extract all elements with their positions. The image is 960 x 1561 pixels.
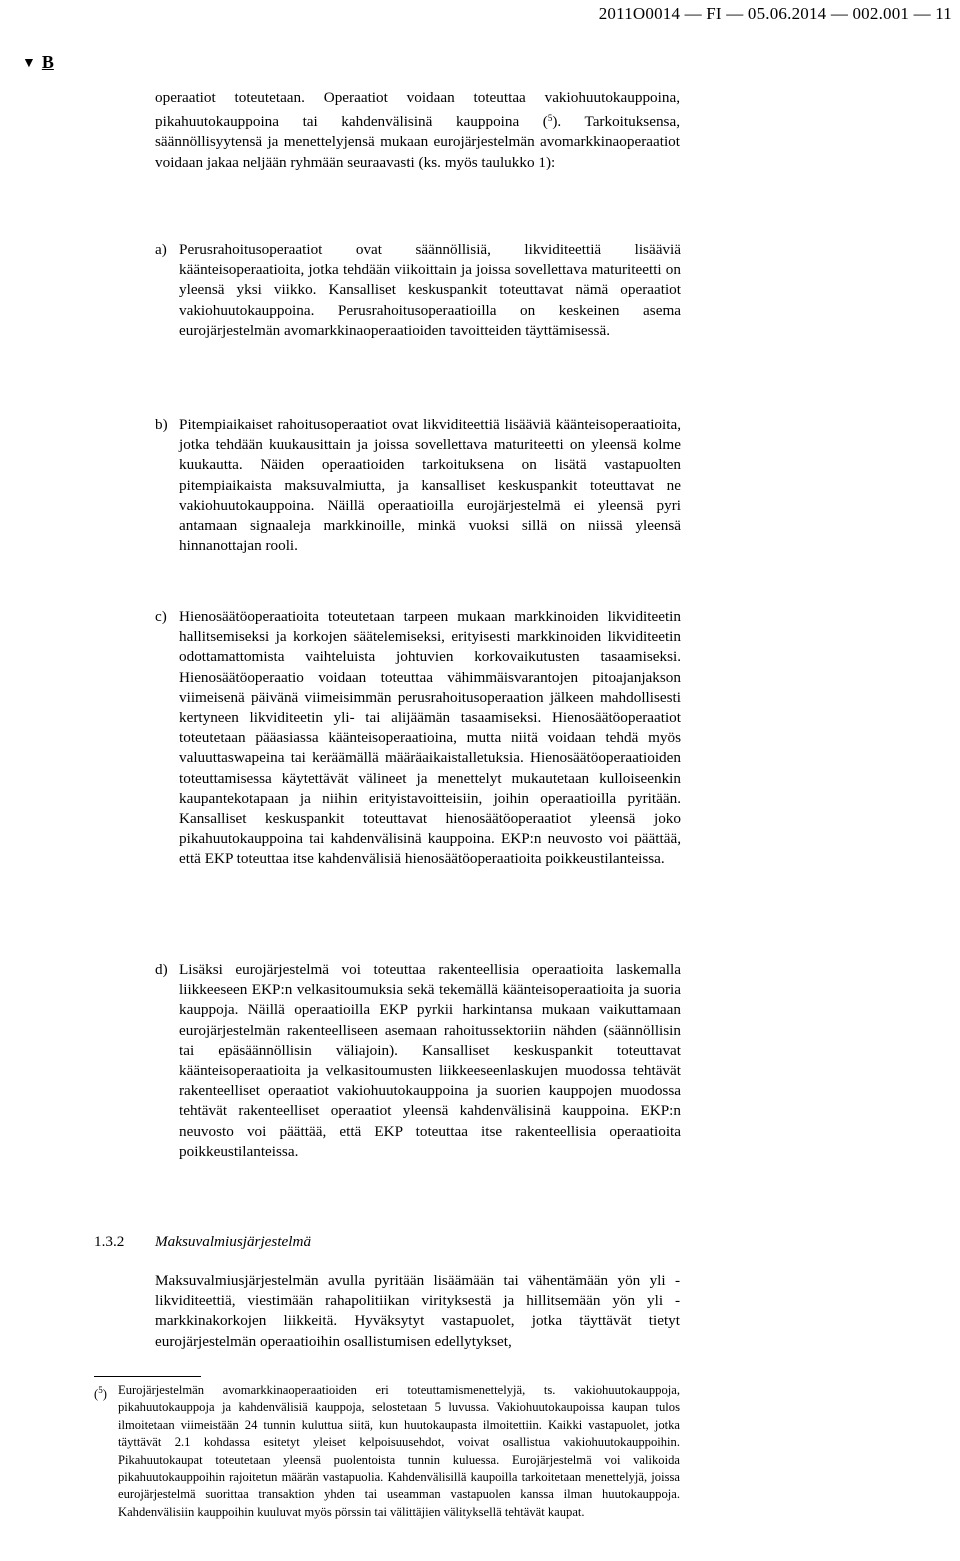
list-item-label: a) [155, 241, 167, 258]
section-title: Maksuvalmiusjärjestelmä [155, 1233, 312, 1250]
amendment-marker [22, 52, 54, 73]
section-number: 1.3.2 [94, 1233, 125, 1250]
list-item-text: Lisäksi eurojärjestelmä voi toteuttaa rakenteellisia operaatioita laskemalla liikkeeseen EKP:n velkasitoumuksia sekä tekemällä käänteisoperaatioita ja suoria kauppoja. Näillä operaatioilla EKP pyrkii harkintansa mukaan vaikuttamaan eurojärjestelmän rakenteelliseen asemaan rahoitussektoriin nähden (säännöllisin tai epäsäännöllisin väliajoin). Kansalliset keskuspankit toteuttavat käänteisoperaatioita ja velkasitoumusten liikkeeseenlaskujen muodossa tehtävät rakenteelliset operaatiot vakiohuutokauppoina ja suorien kauppojen muodossa tehtävät rakenteelliset operaatiot yleensä kahdenvälisinä kauppoina. EKP:n neuvosto voi päättää, että EKP toteuttaa itse rakenteellisia operaatioita poikkeustilanteissa. [179, 961, 681, 1160]
footnote-ref[interactable]: 5 [547, 113, 553, 124]
list-item-label: c) [155, 608, 167, 625]
list-item-text: Perusrahoitusoperaatiot ovat säännöllisiä, likviditeettiä lisääviä käänteisoperaatioita, jotka tehdään viikoittain ja joissa sovellettava maturiteetti on yleensä yksi viikko. Kansalliset keskuspankit toteuttavat nämä operaatiot vakiohuutokauppoina. Perusrahoitusoperaatioilla on keskeinen asema eurojärjestelmän avomarkkinaoperaatioiden tavoitteiden täyttämisessä. [179, 241, 681, 339]
footnote-mark-close: ) [102, 1387, 107, 1401]
triangle-down-icon: ▼ [22, 56, 36, 71]
list-item-label: d) [155, 961, 168, 978]
intro-text-a: operaatiot toteutetaan. Operaatiot voidaan toteuttaa vakiohuutokauppoina, pikahuutokauppoina tai kahdenvälisinä kauppoina ( [155, 89, 680, 131]
footnote-mark-number: 5 [98, 1385, 103, 1395]
list-item-text: Pitempiaikaiset rahoitusoperaatiot ovat likviditeettiä lisääviä käänteisoperaatioita, jotka tehdään kuukausittain ja joissa sovellettava maturiteetti on yleensä kolme kuukautta. Näiden operaatioiden tarkoituksena on lisätä vastapuolten pitempiaikaista maksuvalmiutta, ja kansalliset keskuspankit toteuttavat ne vakiohuutokauppoina. Näillä operaatioilla eurojärjestelmä ei yleensä pyri antamaan signaaleja markkinoille, minkä vuoksi sillä on niissä yleensä hinnanottajan rooli. [179, 416, 681, 555]
footnote-mark [94, 1382, 107, 1403]
list-item-label: b) [155, 416, 168, 433]
intro-text-b: ). Tarkoituksensa, säännöllisyytensä ja menettelyjensä mukaan eurojärjestelmän avomarkkinaoperaatiot voidaan jakaa neljään ryhmään seuraavasti (ks. myös taulukko 1): [155, 113, 681, 171]
list-item-text: Hienosäätöoperaatioita toteutetaan tarpeen mukaan markkinoiden likviditeetin hallitsemiseksi ja korkojen säätelemiseksi, erityisesti markkinoiden likviditeetin odottamattomista vaihteluista johtuvien korkovaikutusten tasaamiseksi. Hienosäätöoperaatio voidaan toteuttaa vähimmäisvarantojen pitoajanjakson viimeisenä päivänä viimeisimmän perusrahoitusoperaation jälkeen mahdollisesti kertyneen likviditeetin yli- tai alijäämän tasaamiseksi. Hienosäätöoperaatiot toteutetaan pääasiassa käänteisoperaatioina, mutta niitä voidaan tehdä myös valuuttaswapeina tai keräämällä määräaikaistalletuksia. Hienosäätöoperaatioiden toteuttamisessa käytettävät välineet ja menettelyt mukautetaan kulloiseenkin kaupantekotapaan ja niihin erityistavoitteisiin, joihin operaatioilla pyritään. Kansalliset keskuspankit toteuttavat hienosäätöoperaatiot yleensä joko pikahuutokauppoina tai kahdenvälisinä kauppoina. EKP:n neuvosto voi päättää, että EKP toteuttaa itse kahdenvälisiä hienosäätöoperaatioita poikkeustilanteissa. [179, 608, 681, 868]
section-body: Maksuvalmiusjärjestelmän avulla pyritään lisäämään tai vähentämään yön yli -likviditeettiä, viestimään rahapolitiikan virityksestä ja hillitsemään yön yli -markkinakorkojen liikkeitä. Hyväksytyt vastapuolet, jotka täyttävät tietyt eurojärjestelmän operaatioihin osallistumisen edellytykset, [155, 1272, 680, 1350]
footnote-mark-open: ( [94, 1387, 99, 1401]
intro-paragraph [155, 88, 680, 173]
footnote-divider [94, 1376, 201, 1377]
amendment-letter: B [41, 52, 54, 72]
footnote-text: Eurojärjestelmän avomarkkinaoperaatioiden eri toteuttamismenettelyjä, ts. vakiohuutokauppoja, pikahuutokauppoja ja kahdenvälisiä kauppoja, selostetaan 5 luvussa. Vakiohuutokaupoissa kaupan tulos ilmoitetaan viimeistään 24 tunnin kuluttua siitä, kun huutokaupasta ilmoitettiin. Kaikki vastapuolet, jotka täyttävät 2.1 kohdassa esitetyt yleiset kelpoisuusehdot, voivat osallistua vakiohuutokauppoihin. Pikahuutokaupat toteutetaan yleensä puolentoista tunnin kuluessa. Eurojärjestelmä voi valikoida pikahuutokauppoihin rajoitetun määrän vastapuolia. Kahdenvälisillä kaupoilla tarkoitetaan menettelyjä, joissa eurojärjestelmä suorittaa transaktion yhden tai useamman vastapuolen kanssa ilman huutokauppoja. Kahdenvälisiin kauppoihin kuuluvat myös pörssin tai välittäjien välityksellä tehtävät kaupat. [118, 1383, 680, 1519]
page-header: 2011O0014 — FI — 05.06.2014 — 002.001 — 11 [598, 4, 952, 23]
